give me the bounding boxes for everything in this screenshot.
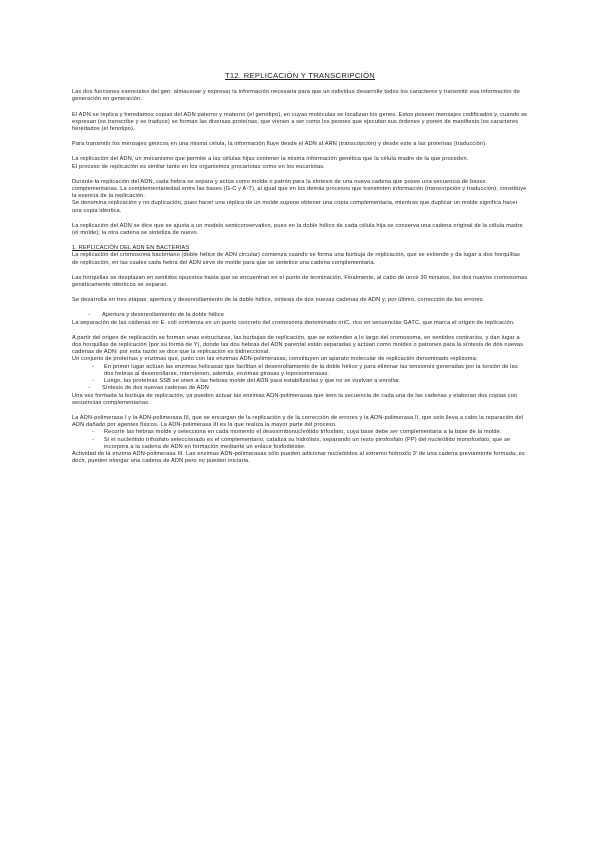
stage1-list (72, 364, 528, 386)
section-paragraph-2: Las horquillas se desplazan en sentidos opuestos hasta que se encuentran en el punto de terminación. Finalmente, al cabo de unos 30 minutos, los dos nuevos cromosomas genéticamente idénticos se separan. (72, 274, 528, 289)
stage1-title: - Apertura y desenrollamiento de la doble hélice (90, 312, 528, 319)
intro-paragraph-1: Las dos funciones esenciales del gen: almacenar y expresar la información necesaria para que un individuo desarrolle todos los caracteres y transmitir esa información de generación en generación. (72, 89, 520, 103)
intro-paragraph-2: El ADN se replica y heredamos copias del ADN paterno y materno (el genotipo), en cuyas moléculas se localizan los genes. Estos poseen mensajes codificados y, cuando se expresan (se transcribe y se traduce) se forman las diversas proteínas, que vienen a ser como los peones que ejecutan sus órdenes y ponen de manifiesto los caracteres heredados (el fenotipo). (72, 111, 528, 133)
list-item: - Luego, las proteínas SSB se unen a las hebras molde del ADN para estabilizarlas y que no se vuelvan a enrollar. (104, 378, 528, 385)
intro-paragraph-5: El proceso de replicación es similar tanto en los organismos procariotas como en los eucariotas. (72, 163, 325, 170)
intro-paragraph-4: La replicación del ADN, un mecanismo que permite a las células hijas contener la misma información genética que la célula madre de la que proceden. (72, 156, 469, 163)
document-page (72, 72, 528, 465)
intro-paragraph-6: Durante la replicación del ADN, cada hebra se separa y actúa como molde o patrón para la síntesis de una nueva cadena que posee una secuencia de bases complementarias. La complementariedad entre las bases (G-C y A-T), al igual que en los demás procesos que transmiten información (transcripción y traducción), constituye la esencia de la replicación. (72, 178, 527, 200)
intro-paragraph-3: Para transmitir los mensajes génicos en una misma célula, la información fluye desde el ADN al ARN (transcripción) y desde este a las proteínas (traducción). (72, 141, 487, 148)
stage2-paragraph-1: Una vez formada la burbuja de replicación, ya pueden actuar las enzimas ADN-polimerasas que leen la secuencia de cada una de las cadenas y elaboran dos copias con secuencias complementarias. (72, 392, 518, 406)
stage1-paragraph-3: Un conjunto de proteínas y enzimas que, junto con las enzimas ADN-polimerasas, constituyen un aparato molecular de replicación denominado replisoma: (72, 356, 478, 363)
list-item: - Si el nucleótido trifosfato seleccionado es el complementario, cataliza su hidrólisis, separando un resto pirofosfato (PP) del nucleótido monofosfato, que se incorpora a la cadena de ADN en formación mediante un enlace fosfodiéster. (104, 437, 528, 451)
section-paragraph-3: Se desarrolla en tres etapas: apertura y desenrollamiento de la doble hélice, síntesis de dos nuevas cadenas de ADN y, por último, corrección de los errores. (72, 297, 485, 304)
closing-paragraph: Actividad de la enzima ADN-polimerasa III. Las enzimas ADN-polimerasas sólo pueden adicionar nucleótidos al extremo hidroxilo 3’ de una cadena previamente formada, es decir, pueden elongar una cadena de ADN pero no pueden iniciarla. (72, 450, 525, 465)
stage2-list (72, 429, 528, 451)
document-title: T12. REPLICACIÓN Y TRANSCRIPCIÓN (224, 71, 376, 80)
stage2-paragraph-2: La ADN-polimerasa I y la ADN-polimerasa III, que se encargan de la replicación y de la corrección de errores y la ADN-polimerasa II, que solo lleva a cabo la reparación del ADN dañado por agentes físicos. La ADN-polimerasa III es la que realiza la mayor parte del proceso. (72, 414, 524, 429)
stage2-title: - Síntesis de dos nuevas cadenas de ADN (90, 385, 528, 392)
stage1-paragraph-2: A partir del origen de replicación se forman unas estructuras, las burbujas de replicación, que se extienden a lo largo del cromosoma, en sentidos contrarios, y dan lugar a dos horquillas de replicación (por su forma de Y), donde las dos hebras del ADN parental están separadas y actúan como moldes o patrones para la síntesis de dos nuevas cadenas de ADN: por esta razón se dice que la replicación es bidireccional. (72, 334, 524, 356)
intro-paragraph-8: La replicación del ADN se dice que se ajusta a un modelo semiconservativo, pues en la doble hélice de cada célula hija se conserva una cadena original de la célula madre (el molde); la otra cadena se sintetiza de nuevo. (72, 222, 523, 237)
list-item: - Recorre las hebras molde y selecciona en cada momento el desoxirribonucleótido trifosfato, cuya base debe ser complementaria a la base de la molde. (104, 429, 528, 436)
section-heading: 1. REPLICACIÓN DEL ADN EN BACTERIAS (72, 245, 190, 252)
intro-paragraph-7: Se denomina replicación y no duplicación, pues hacer una réplica de un molde supone obtener una copia complementaria, mientras que duplicar un molde significa hacer una copia idéntica. (72, 200, 518, 214)
section-paragraph-1: La replicación del cromosoma bacteriano (doble hélice de ADN circular) comienza cuando se forma una burbuja de replicación, que se extiende y da lugar a dos horquillas de replicación, en las cuales cada hebra del ADN sirve de molde para que se sintetice una cadena complementaria. (72, 252, 520, 266)
list-item: - En primer lugar actúan las enzimas helicasas que facilitan el desenrollamiento de la doble hélice y para eliminar las tensiones generadas por la torsión de las dos hebras al desenrollarse, intervienen, además, enzimas girasas y topoisomerasas. (104, 364, 528, 378)
stage1-paragraph-1: La separación de las cadenas en E. coli comienza en un punto concreto del cromosoma denominado oriC, rico en secuencias GATC, que marca el origen de replicación. (72, 319, 515, 326)
